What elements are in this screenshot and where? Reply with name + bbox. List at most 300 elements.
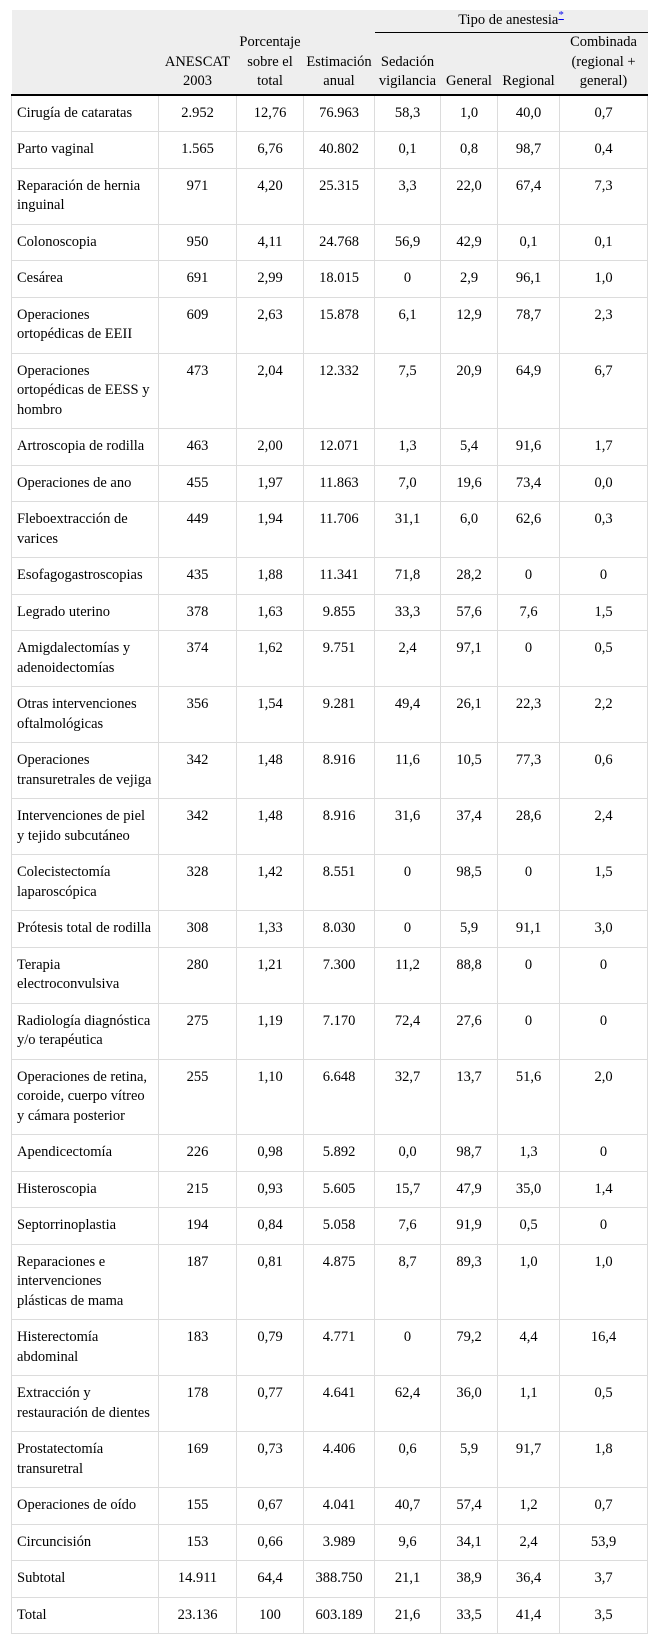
value-cell: 1,1 — [498, 1376, 560, 1432]
procedure-cell: Operaciones transuretrales de vejiga — [12, 743, 159, 799]
header-regional: Regional — [498, 33, 560, 95]
table-row — [12, 1171, 648, 1208]
value-cell: 0,3 — [560, 502, 648, 558]
value-cell: 47,9 — [441, 1171, 498, 1208]
value-cell: 2,00 — [237, 429, 304, 466]
value-cell: 8,7 — [375, 1244, 441, 1320]
value-cell: 64,4 — [237, 1561, 304, 1598]
value-cell: 0,98 — [237, 1135, 304, 1172]
value-cell: 0,79 — [237, 1320, 304, 1376]
value-cell: 76.963 — [304, 95, 375, 132]
value-cell: 1,3 — [498, 1135, 560, 1172]
value-cell: 1,8 — [560, 1432, 648, 1488]
value-cell: 2,99 — [237, 261, 304, 298]
value-cell: 16,4 — [560, 1320, 648, 1376]
value-cell: 4,11 — [237, 224, 304, 261]
value-cell: 7.170 — [304, 1003, 375, 1059]
value-cell: 98,5 — [441, 855, 498, 911]
value-cell: 21,1 — [375, 1561, 441, 1598]
value-cell: 1,48 — [237, 743, 304, 799]
procedure-cell: Artroscopia de rodilla — [12, 429, 159, 466]
procedure-cell: Colonoscopia — [12, 224, 159, 261]
procedure-cell: Cirugía de cataratas — [12, 95, 159, 132]
value-cell: 1,63 — [237, 594, 304, 631]
value-cell: 1,33 — [237, 911, 304, 948]
value-cell: 10,5 — [441, 743, 498, 799]
value-cell: 5,9 — [441, 911, 498, 948]
value-cell: 28,6 — [498, 799, 560, 855]
value-cell: 0,6 — [560, 743, 648, 799]
table-row — [12, 502, 648, 558]
table-row — [12, 947, 648, 1003]
value-cell: 91,7 — [498, 1432, 560, 1488]
procedure-cell: Operaciones de retina, coroide, cuerpo vítreo y cámara posterior — [12, 1059, 159, 1135]
value-cell: 0,8 — [441, 132, 498, 169]
value-cell: 7,5 — [375, 353, 441, 429]
value-cell: 77,3 — [498, 743, 560, 799]
value-cell: 9.751 — [304, 631, 375, 687]
procedure-cell: Fleboextracción de varices — [12, 502, 159, 558]
header-estimacion: Estimación anual — [304, 33, 375, 95]
value-cell: 0,93 — [237, 1171, 304, 1208]
table-row — [12, 1003, 648, 1059]
table-row — [12, 855, 648, 911]
value-cell: 0,81 — [237, 1244, 304, 1320]
value-cell: 0,77 — [237, 1376, 304, 1432]
value-cell: 356 — [159, 687, 237, 743]
value-cell: 89,3 — [441, 1244, 498, 1320]
value-cell: 0 — [560, 1135, 648, 1172]
value-cell: 308 — [159, 911, 237, 948]
value-cell: 1,2 — [498, 1488, 560, 1525]
procedure-cell: Esofagogastroscopias — [12, 558, 159, 595]
value-cell: 0,5 — [560, 1376, 648, 1432]
value-cell: 27,6 — [441, 1003, 498, 1059]
procedure-cell: Terapia electroconvulsiva — [12, 947, 159, 1003]
value-cell: 98,7 — [441, 1135, 498, 1172]
table-row — [12, 687, 648, 743]
table-header — [12, 10, 648, 95]
group-header — [375, 10, 648, 33]
footnote-link[interactable]: * — [558, 9, 564, 22]
value-cell: 11.341 — [304, 558, 375, 595]
header-anescat: ANESCAT 2003 — [159, 33, 237, 95]
value-cell: 0 — [375, 911, 441, 948]
procedure-cell: Reparación de hernia inguinal — [12, 168, 159, 224]
value-cell: 0 — [375, 855, 441, 911]
value-cell: 1,7 — [560, 429, 648, 466]
value-cell: 58,3 — [375, 95, 441, 132]
value-cell: 0,5 — [560, 631, 648, 687]
procedure-cell: Radiología diagnóstica y/o terapéutica — [12, 1003, 159, 1059]
value-cell: 1,94 — [237, 502, 304, 558]
table-row — [12, 1135, 648, 1172]
table-row — [12, 353, 648, 429]
value-cell: 33,3 — [375, 594, 441, 631]
procedure-cell: Operaciones de oído — [12, 1488, 159, 1525]
value-cell: 6.648 — [304, 1059, 375, 1135]
value-cell: 40,0 — [498, 95, 560, 132]
value-cell: 0 — [375, 1320, 441, 1376]
procedure-cell: Cesárea — [12, 261, 159, 298]
value-cell: 691 — [159, 261, 237, 298]
value-cell: 178 — [159, 1376, 237, 1432]
value-cell: 5.058 — [304, 1208, 375, 1245]
procedure-cell: Parto vaginal — [12, 132, 159, 169]
procedure-cell: Apendicectomía — [12, 1135, 159, 1172]
value-cell: 0 — [498, 631, 560, 687]
value-cell: 37,4 — [441, 799, 498, 855]
value-cell: 169 — [159, 1432, 237, 1488]
header-combinada: Combinada (regional + general) — [560, 33, 648, 95]
table-row — [12, 1059, 648, 1135]
value-cell: 255 — [159, 1059, 237, 1135]
value-cell: 1,0 — [498, 1244, 560, 1320]
value-cell: 2,0 — [560, 1059, 648, 1135]
value-cell: 1,48 — [237, 799, 304, 855]
value-cell: 33,5 — [441, 1597, 498, 1634]
value-cell: 57,6 — [441, 594, 498, 631]
value-cell: 1,10 — [237, 1059, 304, 1135]
value-cell: 6,1 — [375, 297, 441, 353]
value-cell: 473 — [159, 353, 237, 429]
value-cell: 8.916 — [304, 743, 375, 799]
value-cell: 1,0 — [441, 95, 498, 132]
value-cell: 11,6 — [375, 743, 441, 799]
table-body — [12, 95, 648, 1634]
value-cell: 12,76 — [237, 95, 304, 132]
value-cell: 7,6 — [498, 594, 560, 631]
value-cell: 12.332 — [304, 353, 375, 429]
table-row — [12, 631, 648, 687]
value-cell: 40,7 — [375, 1488, 441, 1525]
value-cell: 4,20 — [237, 168, 304, 224]
value-cell: 91,6 — [498, 429, 560, 466]
value-cell: 1,54 — [237, 687, 304, 743]
value-cell: 1,97 — [237, 465, 304, 502]
procedure-cell: Operaciones ortopédicas de EEII — [12, 297, 159, 353]
value-cell: 0,6 — [375, 1432, 441, 1488]
value-cell: 5.605 — [304, 1171, 375, 1208]
value-cell: 32,7 — [375, 1059, 441, 1135]
value-cell: 449 — [159, 502, 237, 558]
value-cell: 342 — [159, 743, 237, 799]
procedure-cell: Extracción y restauración de dientes — [12, 1376, 159, 1432]
value-cell: 40.802 — [304, 132, 375, 169]
procedure-cell: Circuncisión — [12, 1524, 159, 1561]
value-cell: 8.030 — [304, 911, 375, 948]
value-cell: 2,4 — [560, 799, 648, 855]
procedure-cell: Total — [12, 1597, 159, 1634]
value-cell: 0 — [498, 1003, 560, 1059]
value-cell: 91,9 — [441, 1208, 498, 1245]
procedure-cell: Legrado uterino — [12, 594, 159, 631]
procedure-cell: Septorrinoplastia — [12, 1208, 159, 1245]
value-cell: 91,1 — [498, 911, 560, 948]
value-cell: 5,9 — [441, 1432, 498, 1488]
table-row — [12, 1432, 648, 1488]
value-cell: 0 — [375, 261, 441, 298]
value-cell: 1,0 — [560, 1244, 648, 1320]
value-cell: 6,76 — [237, 132, 304, 169]
value-cell: 3,7 — [560, 1561, 648, 1598]
value-cell: 34,1 — [441, 1524, 498, 1561]
value-cell: 5,4 — [441, 429, 498, 466]
value-cell: 67,4 — [498, 168, 560, 224]
value-cell: 35,0 — [498, 1171, 560, 1208]
value-cell: 455 — [159, 465, 237, 502]
value-cell: 36,4 — [498, 1561, 560, 1598]
value-cell: 0,84 — [237, 1208, 304, 1245]
value-cell: 98,7 — [498, 132, 560, 169]
value-cell: 11,2 — [375, 947, 441, 1003]
procedure-cell: Operaciones de ano — [12, 465, 159, 502]
value-cell: 2,9 — [441, 261, 498, 298]
value-cell: 1,88 — [237, 558, 304, 595]
value-cell: 36,0 — [441, 1376, 498, 1432]
value-cell: 226 — [159, 1135, 237, 1172]
table-row — [12, 297, 648, 353]
procedure-cell: Reparaciones e intervenciones plásticas de mama — [12, 1244, 159, 1320]
value-cell: 49,4 — [375, 687, 441, 743]
value-cell: 0,0 — [375, 1135, 441, 1172]
value-cell: 215 — [159, 1171, 237, 1208]
value-cell: 9.281 — [304, 687, 375, 743]
header-procedure — [12, 33, 159, 95]
table-row — [12, 224, 648, 261]
value-cell: 8.916 — [304, 799, 375, 855]
value-cell: 374 — [159, 631, 237, 687]
table-row — [12, 594, 648, 631]
table-row — [12, 911, 648, 948]
value-cell: 7,0 — [375, 465, 441, 502]
value-cell: 38,9 — [441, 1561, 498, 1598]
value-cell: 4,4 — [498, 1320, 560, 1376]
value-cell: 28,2 — [441, 558, 498, 595]
value-cell: 42,9 — [441, 224, 498, 261]
value-cell: 62,6 — [498, 502, 560, 558]
value-cell: 4.771 — [304, 1320, 375, 1376]
table-row — [12, 168, 648, 224]
table-row — [12, 465, 648, 502]
value-cell: 31,1 — [375, 502, 441, 558]
table-row — [12, 261, 648, 298]
value-cell: 1,21 — [237, 947, 304, 1003]
value-cell: 41,4 — [498, 1597, 560, 1634]
value-cell: 64,9 — [498, 353, 560, 429]
value-cell: 4.406 — [304, 1432, 375, 1488]
value-cell: 435 — [159, 558, 237, 595]
value-cell: 13,7 — [441, 1059, 498, 1135]
value-cell: 12.071 — [304, 429, 375, 466]
value-cell: 194 — [159, 1208, 237, 1245]
value-cell: 609 — [159, 297, 237, 353]
value-cell: 21,6 — [375, 1597, 441, 1634]
value-cell: 26,1 — [441, 687, 498, 743]
value-cell: 1,5 — [560, 594, 648, 631]
value-cell: 388.750 — [304, 1561, 375, 1598]
value-cell: 79,2 — [441, 1320, 498, 1376]
value-cell: 1,3 — [375, 429, 441, 466]
value-cell: 22,0 — [441, 168, 498, 224]
table-row — [12, 1524, 648, 1561]
value-cell: 15,7 — [375, 1171, 441, 1208]
value-cell: 6,0 — [441, 502, 498, 558]
value-cell: 0 — [560, 1208, 648, 1245]
value-cell: 2,3 — [560, 297, 648, 353]
header-porcentaje: Porcentaje sobre el total — [237, 33, 304, 95]
value-cell: 0,7 — [560, 95, 648, 132]
value-cell: 1,19 — [237, 1003, 304, 1059]
value-cell: 78,7 — [498, 297, 560, 353]
header-general: General — [441, 33, 498, 95]
value-cell: 97,1 — [441, 631, 498, 687]
value-cell: 5.892 — [304, 1135, 375, 1172]
value-cell: 275 — [159, 1003, 237, 1059]
value-cell: 950 — [159, 224, 237, 261]
value-cell: 3,5 — [560, 1597, 648, 1634]
value-cell: 0 — [498, 947, 560, 1003]
procedure-cell: Prótesis total de rodilla — [12, 911, 159, 948]
value-cell: 24.768 — [304, 224, 375, 261]
value-cell: 7,6 — [375, 1208, 441, 1245]
procedure-cell: Otras intervenciones oftalmológicas — [12, 687, 159, 743]
procedure-cell: Histeroscopia — [12, 1171, 159, 1208]
value-cell: 1,0 — [560, 261, 648, 298]
value-cell: 1,5 — [560, 855, 648, 911]
value-cell: 187 — [159, 1244, 237, 1320]
value-cell: 11.706 — [304, 502, 375, 558]
value-cell: 280 — [159, 947, 237, 1003]
value-cell: 4.041 — [304, 1488, 375, 1525]
value-cell: 3,0 — [560, 911, 648, 948]
value-cell: 2,63 — [237, 297, 304, 353]
value-cell: 0,5 — [498, 1208, 560, 1245]
value-cell: 153 — [159, 1524, 237, 1561]
anesthesia-table — [11, 10, 648, 1634]
value-cell: 2.952 — [159, 95, 237, 132]
value-cell: 9,6 — [375, 1524, 441, 1561]
value-cell: 4.641 — [304, 1376, 375, 1432]
value-cell: 2,04 — [237, 353, 304, 429]
value-cell: 342 — [159, 799, 237, 855]
value-cell: 0,67 — [237, 1488, 304, 1525]
table-row — [12, 1320, 648, 1376]
value-cell: 378 — [159, 594, 237, 631]
value-cell: 8.551 — [304, 855, 375, 911]
value-cell: 2,4 — [498, 1524, 560, 1561]
value-cell: 19,6 — [441, 465, 498, 502]
procedure-cell: Histerectomía abdominal — [12, 1320, 159, 1376]
value-cell: 73,4 — [498, 465, 560, 502]
value-cell: 71,8 — [375, 558, 441, 595]
value-cell: 155 — [159, 1488, 237, 1525]
value-cell: 0 — [560, 1003, 648, 1059]
value-cell: 0,4 — [560, 132, 648, 169]
value-cell: 0 — [560, 947, 648, 1003]
table-row — [12, 132, 648, 169]
table-row — [12, 95, 648, 132]
value-cell: 96,1 — [498, 261, 560, 298]
group-label: Tipo de anestesia — [458, 12, 559, 29]
value-cell: 20,9 — [441, 353, 498, 429]
procedure-cell: Intervenciones de piel y tejido subcutáneo — [12, 799, 159, 855]
value-cell: 72,4 — [375, 1003, 441, 1059]
value-cell: 22,3 — [498, 687, 560, 743]
value-cell: 2,2 — [560, 687, 648, 743]
value-cell: 56,9 — [375, 224, 441, 261]
table-row — [12, 799, 648, 855]
value-cell: 62,4 — [375, 1376, 441, 1432]
table-row — [12, 1244, 648, 1320]
value-cell: 7.300 — [304, 947, 375, 1003]
value-cell: 1.565 — [159, 132, 237, 169]
value-cell: 9.855 — [304, 594, 375, 631]
value-cell: 328 — [159, 855, 237, 911]
value-cell: 1,4 — [560, 1171, 648, 1208]
header-sedacion: Sedación vigilancia — [375, 33, 441, 95]
value-cell: 0,1 — [560, 224, 648, 261]
value-cell: 1,62 — [237, 631, 304, 687]
table-row — [12, 1597, 648, 1634]
value-cell: 0 — [498, 558, 560, 595]
value-cell: 57,4 — [441, 1488, 498, 1525]
table-row — [12, 1208, 648, 1245]
procedure-cell: Amigdalectomías y adenoidectomías — [12, 631, 159, 687]
value-cell: 15.878 — [304, 297, 375, 353]
table-row — [12, 1488, 648, 1525]
value-cell: 971 — [159, 168, 237, 224]
value-cell: 51,6 — [498, 1059, 560, 1135]
table-row — [12, 1376, 648, 1432]
value-cell: 12,9 — [441, 297, 498, 353]
procedure-cell: Subtotal — [12, 1561, 159, 1598]
value-cell: 3,3 — [375, 168, 441, 224]
table-row — [12, 1561, 648, 1598]
value-cell: 100 — [237, 1597, 304, 1634]
table-row — [12, 558, 648, 595]
value-cell: 88,8 — [441, 947, 498, 1003]
value-cell: 0,7 — [560, 1488, 648, 1525]
value-cell: 0 — [560, 558, 648, 595]
value-cell: 183 — [159, 1320, 237, 1376]
value-cell: 0,1 — [375, 132, 441, 169]
value-cell: 18.015 — [304, 261, 375, 298]
procedure-cell: Prostatectomía transuretral — [12, 1432, 159, 1488]
procedure-cell: Operaciones ortopédicas de EESS y hombro — [12, 353, 159, 429]
value-cell: 2,4 — [375, 631, 441, 687]
value-cell: 53,9 — [560, 1524, 648, 1561]
table-row — [12, 429, 648, 466]
value-cell: 0,1 — [498, 224, 560, 261]
value-cell: 7,3 — [560, 168, 648, 224]
value-cell: 0,73 — [237, 1432, 304, 1488]
value-cell: 0,66 — [237, 1524, 304, 1561]
value-cell: 4.875 — [304, 1244, 375, 1320]
procedure-cell: Colecistectomía laparoscópica — [12, 855, 159, 911]
value-cell: 0 — [498, 855, 560, 911]
value-cell: 31,6 — [375, 799, 441, 855]
value-cell: 6,7 — [560, 353, 648, 429]
value-cell: 14.911 — [159, 1561, 237, 1598]
table-row — [12, 743, 648, 799]
value-cell: 0,0 — [560, 465, 648, 502]
value-cell: 463 — [159, 429, 237, 466]
value-cell: 1,42 — [237, 855, 304, 911]
value-cell: 23.136 — [159, 1597, 237, 1634]
value-cell: 11.863 — [304, 465, 375, 502]
value-cell: 3.989 — [304, 1524, 375, 1561]
